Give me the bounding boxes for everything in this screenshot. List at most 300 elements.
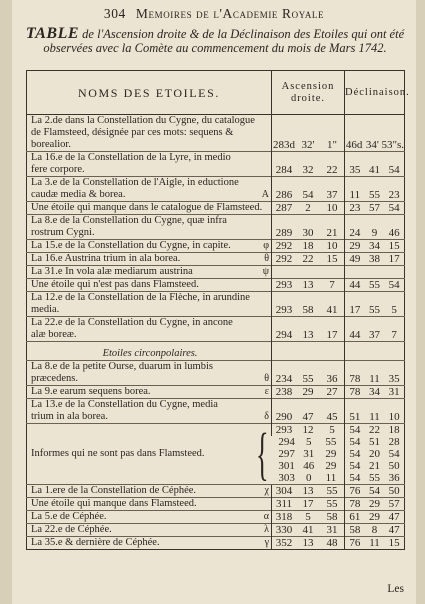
declinaison-value-sec: 54 <box>388 202 400 214</box>
ascension-value-deg: 290 <box>275 411 293 423</box>
star-name-line: La 22.e de la Constellation du Cygne, in ancone <box>31 317 233 328</box>
ascension-value <box>272 304 344 316</box>
star-name-line: La 16.e de la Constellation de la Lyre, in medio <box>31 152 231 163</box>
ascension-value-cell <box>272 177 345 202</box>
declinaison-value-sec: 57 <box>388 498 400 510</box>
star-name-cell <box>27 317 272 342</box>
declinaison-value-cell <box>345 498 405 511</box>
ascension-value <box>272 139 344 151</box>
ascension-value <box>272 202 344 214</box>
ascension-value <box>272 498 344 510</box>
informes-label: Informes qui ne sont pas dans Flamsteed. <box>31 448 205 459</box>
star-name <box>31 115 269 151</box>
ascension-value <box>276 460 343 472</box>
star-name-line: media. <box>31 304 60 315</box>
star-name-line: La 12.e de la Constellation de la Flèche, in arundine <box>31 292 250 303</box>
declinaison-value-cell <box>345 436 405 448</box>
declinaison-value-min: 11 <box>369 537 380 549</box>
ascension-value-deg: 294 <box>278 436 295 448</box>
ascension-value-deg: 293 <box>275 279 293 291</box>
declinaison-value-sec: 7 <box>391 329 397 341</box>
bayer-symbol: φ <box>263 240 269 251</box>
col-header-names: NOMS DES ETOILES. <box>27 71 272 115</box>
declinaison-value-cell <box>345 253 405 266</box>
star-name-line: La 1.ere de la Constellation de Céphée. <box>31 485 197 496</box>
declinaison-value-sec: 50 <box>388 485 400 497</box>
declinaison-value-sec: 15 <box>388 240 400 252</box>
ascension-value-deg: 234 <box>275 373 293 385</box>
ascension-value-cell <box>272 292 345 317</box>
star-name-line: La 3.e de la Constellation de l'Aigle, in eductione <box>31 177 239 188</box>
table-row <box>27 485 405 498</box>
ascension-value-min: 55 <box>302 373 314 385</box>
declinaison-value-cell <box>345 524 405 537</box>
declinaison-value-min: 57 <box>368 202 380 214</box>
star-name <box>31 253 269 265</box>
table-row <box>27 202 405 215</box>
bayer-symbol: ψ <box>262 266 269 277</box>
declinaison-value <box>345 202 404 214</box>
ascension-value-min: 31 <box>303 448 315 460</box>
ascension-value-cell <box>272 115 345 152</box>
declinaison-value-deg: 44 <box>349 279 361 291</box>
ascension-value-min: 18 <box>302 240 314 252</box>
ascension-value-cell <box>272 317 345 342</box>
ascension-value <box>272 424 344 436</box>
declinaison-value-min: 34' <box>365 139 379 151</box>
declinaison-value-cell <box>345 240 405 253</box>
declinaison-value <box>345 424 404 436</box>
ascension-value-sec: 11 <box>325 472 337 484</box>
declinaison-value-min: 41 <box>368 164 380 176</box>
declinaison-value-deg: 23 <box>349 202 361 214</box>
ascension-value-sec: 29 <box>325 448 337 460</box>
ascension-value-cell <box>272 266 345 279</box>
ascension-value-deg: 352 <box>275 537 293 549</box>
ascension-value-deg: 287 <box>275 202 293 214</box>
ascension-value <box>272 189 344 201</box>
declinaison-value-cell <box>345 152 405 177</box>
declinaison-value <box>345 411 404 423</box>
ascension-value-deg: 311 <box>275 498 293 510</box>
ascension-value <box>272 537 344 549</box>
bayer-symbol: θ <box>264 373 269 384</box>
star-name-cell <box>27 177 272 202</box>
star-name <box>31 152 269 176</box>
star-name-cell <box>27 240 272 253</box>
book-page <box>12 0 416 604</box>
declinaison-value <box>345 253 404 265</box>
declinaison-value-deg: 44 <box>349 329 361 341</box>
ascension-value-sec: 58 <box>326 511 338 523</box>
star-name-cell <box>27 152 272 177</box>
bayer-symbol: θ <box>264 253 269 264</box>
running-title: Memoires de l'Academie Royale <box>135 6 325 21</box>
declinaison-value <box>345 227 404 239</box>
declinaison-value-cell <box>345 177 405 202</box>
star-name-line: La 16.e Austrina trium in ala borea. <box>31 253 181 264</box>
ascension-value-deg: 301 <box>278 460 295 472</box>
star-name-cell <box>27 202 272 215</box>
ascension-value-min: 32' <box>301 139 315 151</box>
declinaison-value-cell <box>345 424 405 437</box>
declinaison-value-deg: 11 <box>349 189 361 201</box>
catchword: Les <box>387 583 404 595</box>
ascension-value-sec: 37 <box>326 189 338 201</box>
declinaison-value-deg: 35 <box>349 164 361 176</box>
bayer-symbol: χ <box>264 485 269 496</box>
ascension-value <box>272 253 344 265</box>
bayer-symbol: δ <box>264 411 269 422</box>
declinaison-value-min: 34 <box>368 240 380 252</box>
declinaison-value-sec: 54 <box>388 448 400 460</box>
ascension-value-min: 5 <box>305 436 312 448</box>
declinaison-value <box>345 472 404 484</box>
declinaison-value-sec: 46 <box>388 227 400 239</box>
ascension-value-min: 5 <box>305 511 311 523</box>
declinaison-value-cell <box>345 202 405 215</box>
declinaison-value-deg: 78 <box>349 498 361 510</box>
declinaison-value-sec: 31 <box>388 386 400 398</box>
brace-glyph: { <box>256 421 269 486</box>
declinaison-value-deg: 54 <box>349 472 361 484</box>
ascension-value-deg: 330 <box>275 524 293 536</box>
ascension-value-min: 13 <box>302 279 314 291</box>
star-table <box>26 70 410 550</box>
ascension-value-cell <box>272 240 345 253</box>
star-name-cell <box>27 292 272 317</box>
ascension-value-cell <box>272 460 345 472</box>
ascension-value-deg: 289 <box>275 227 293 239</box>
ascension-value-cell <box>272 215 345 240</box>
declinaison-value-deg: 76 <box>349 537 361 549</box>
declinaison-value-sec: 18 <box>388 424 400 436</box>
declinaison-value-min: 55 <box>368 472 380 484</box>
table-row <box>27 524 405 537</box>
section-title: Etoiles circonpolaires. <box>27 342 272 361</box>
declinaison-value-deg: 51 <box>349 411 361 423</box>
ascension-value-cell <box>272 485 345 498</box>
star-name <box>31 177 269 201</box>
star-name-line: borealior. <box>31 139 71 150</box>
declinaison-value <box>345 279 404 291</box>
declinaison-value-cell <box>345 215 405 240</box>
star-name <box>31 215 269 239</box>
informes-row <box>27 424 405 437</box>
ascension-value-min: 47 <box>302 411 314 423</box>
declinaison-value-min: 29 <box>368 498 380 510</box>
declinaison-value-min: 29 <box>368 511 380 523</box>
star-name-line: La 2.de dans la Constellation du Cygne, du catalogue <box>31 115 255 126</box>
star-name <box>31 386 269 398</box>
ascension-value <box>272 164 344 176</box>
declinaison-value <box>345 240 404 252</box>
declinaison-value-min: 22 <box>368 424 380 436</box>
ascension-value-deg: 284 <box>275 164 293 176</box>
ascension-value <box>276 448 343 460</box>
declinaison-value-min: 11 <box>369 373 380 385</box>
table-row <box>27 253 405 266</box>
declinaison-value-cell <box>345 448 405 460</box>
ascension-value-cell <box>272 537 345 550</box>
ascension-value-cell <box>272 361 345 386</box>
declinaison-value-cell <box>345 485 405 498</box>
declinaison-value-sec: 35 <box>388 373 400 385</box>
declinaison-value-cell <box>345 279 405 292</box>
declinaison-value <box>345 189 404 201</box>
declinaison-value-min: 11 <box>369 411 380 423</box>
declinaison-value-deg: 46d <box>345 139 363 151</box>
ascension-value-deg: 293 <box>275 304 293 316</box>
ascension-value-min: 41 <box>302 524 314 536</box>
declinaison-value-min: 55 <box>368 189 380 201</box>
bayer-symbol: γ <box>264 537 269 548</box>
col-header-declinaison: Déclinaison. <box>345 71 405 115</box>
declinaison-value-cell <box>345 386 405 399</box>
ascension-value-deg: 293 <box>275 424 293 436</box>
ascension-value-cell <box>272 399 345 424</box>
col-header-ascension-1: Ascension <box>281 80 335 92</box>
ascension-value-deg: 238 <box>275 386 293 398</box>
ascension-value-deg: 304 <box>275 485 293 497</box>
declinaison-value-min: 55 <box>368 279 380 291</box>
ascension-value <box>272 485 344 497</box>
star-name-line: La 5.e de Céphée. <box>31 511 107 522</box>
ascension-value-cell <box>272 253 345 266</box>
declinaison-value <box>345 373 404 385</box>
informes-label-cell <box>27 421 272 486</box>
declinaison-value-sec: 54 <box>388 164 400 176</box>
declinaison-value-deg: 54 <box>349 448 361 460</box>
table-row <box>27 386 405 399</box>
declinaison-value-deg: 54 <box>349 424 361 436</box>
ascension-value-deg: 283d <box>273 139 295 151</box>
ascension-value-min: 17 <box>302 498 314 510</box>
declinaison-value-sec: 15 <box>388 537 400 549</box>
declinaison-value-deg: 49 <box>349 253 361 265</box>
star-name-line: caudæ media & borea. <box>31 189 126 200</box>
star-name-line: La 22.e de Céphée. <box>31 524 112 535</box>
declinaison-value <box>345 436 404 448</box>
star-name-line: La 31.e In vola alæ mediarum austrina <box>31 266 193 277</box>
declinaison-value-deg: 58 <box>349 524 361 536</box>
star-name-line: Une étoile qui manque dans le catalogue de Flamsteed. <box>31 202 263 213</box>
declinaison-value <box>345 164 404 176</box>
ascension-value-sec: 31 <box>326 524 338 536</box>
star-name <box>31 485 269 497</box>
table-row <box>27 498 405 511</box>
ascension-value-sec: 55 <box>325 436 337 448</box>
declinaison-value-deg: 24 <box>349 227 361 239</box>
star-name-cell <box>27 399 272 424</box>
star-name <box>31 279 269 291</box>
star-name-line: La 13.e de la Constellation du Cygne, media <box>31 399 218 410</box>
declinaison-value-cell <box>345 115 405 152</box>
title-line-1: de l'Ascension droite & de la Déclinaison des Etoiles qui ont été <box>82 27 405 41</box>
ascension-value-min: 54 <box>302 189 314 201</box>
ascension-value-cell <box>272 448 345 460</box>
table-row <box>27 240 405 253</box>
ascension-value <box>272 511 344 523</box>
ascension-value-deg: 303 <box>278 472 295 484</box>
ascension-value-min: 13 <box>302 329 314 341</box>
star-name-cell <box>27 485 272 498</box>
ascension-value-cell <box>272 386 345 399</box>
declinaison-value-cell <box>345 266 405 279</box>
ascension-value <box>272 386 344 398</box>
ascension-value-deg: 294 <box>275 329 293 341</box>
declinaison-value-sec: 47 <box>388 524 400 536</box>
declinaison-value-sec: 47 <box>388 511 400 523</box>
star-name-cell <box>27 537 272 550</box>
ascension-value-sec: 45 <box>326 411 338 423</box>
ascension-value-sec: 1" <box>327 139 337 151</box>
ascension-value-deg: 318 <box>275 511 293 523</box>
declinaison-value-deg: 61 <box>349 511 361 523</box>
ascension-value-min: 2 <box>305 202 311 214</box>
declinaison-value-cell <box>345 472 405 485</box>
star-name-cell <box>27 253 272 266</box>
ascension-value-deg: 292 <box>275 240 293 252</box>
table-row <box>27 317 405 342</box>
table-row <box>27 177 405 202</box>
star-name-line: La 8.e de la petite Ourse, duarum in lumbis <box>31 361 213 372</box>
declinaison-value-deg: 29 <box>349 240 361 252</box>
ascension-value-min: 0 <box>305 472 312 484</box>
ascension-value-sec: 22 <box>326 164 338 176</box>
ascension-value-min: 13 <box>302 485 314 497</box>
declinaison-value-deg: 54 <box>349 436 361 448</box>
ascension-value-sec: 36 <box>326 373 338 385</box>
table-row <box>27 152 405 177</box>
declinaison-value-sec: 53"s. <box>381 139 404 151</box>
ascension-value-cell <box>272 498 345 511</box>
ascension-value-min: 13 <box>302 537 314 549</box>
declinaison-value-min: 8 <box>371 524 378 536</box>
section-row <box>27 342 405 361</box>
declinaison-value <box>345 485 404 497</box>
ascension-value-sec: 17 <box>326 329 338 341</box>
table-row <box>27 279 405 292</box>
ascension-value-min: 32 <box>302 164 314 176</box>
ascension-value <box>272 411 344 423</box>
star-name-cell <box>27 115 272 152</box>
ascension-value-min: 22 <box>302 253 314 265</box>
declinaison-value-sec: 50 <box>388 460 400 472</box>
star-name-cell <box>27 511 272 524</box>
star-name-cell <box>27 524 272 537</box>
star-name-line: Une étoile qui n'est pas dans Flamsteed. <box>31 279 199 290</box>
ascension-value-sec: 5 <box>329 424 335 436</box>
ascension-value-cell <box>272 472 345 485</box>
declinaison-value <box>345 524 404 536</box>
ascension-value-deg: 297 <box>278 448 295 460</box>
declinaison-value <box>345 498 404 510</box>
title-lead: TABLE <box>25 25 80 42</box>
ascension-value-sec: 27 <box>326 386 338 398</box>
table-row <box>27 511 405 524</box>
star-name <box>31 317 269 341</box>
ascension-value-min: 58 <box>302 304 314 316</box>
declinaison-value-min: 34 <box>368 386 380 398</box>
ascension-value <box>272 373 344 385</box>
declinaison-value <box>345 329 404 341</box>
ascension-value-min: 30 <box>302 227 314 239</box>
bayer-symbol: A <box>261 189 269 200</box>
ascension-value-sec: 41 <box>326 304 338 316</box>
ascension-value-min: 12 <box>302 424 314 436</box>
declinaison-value <box>345 386 404 398</box>
star-name <box>31 240 269 252</box>
declinaison-value <box>345 511 404 523</box>
ascension-value <box>272 329 344 341</box>
ascension-value-sec: 21 <box>326 227 338 239</box>
star-name <box>31 202 269 214</box>
star-name-cell <box>27 215 272 240</box>
star-name-line: La 15.e de la Constellation du Cygne, in capite. <box>31 240 231 251</box>
declinaison-value <box>345 537 404 549</box>
declinaison-value-deg: 17 <box>349 304 361 316</box>
star-name <box>31 399 269 423</box>
declinaison-value-min: 55 <box>368 304 380 316</box>
declinaison-value-deg: 76 <box>349 485 361 497</box>
ascension-value-cell <box>272 202 345 215</box>
ascension-value <box>276 436 343 448</box>
table-title <box>22 27 408 55</box>
star-name-line: Une étoile qui manque dans Flamsteed. <box>31 498 197 509</box>
declinaison-value-min: 20 <box>368 448 380 460</box>
col-header-ascension <box>272 71 345 115</box>
declinaison-value-min: 54 <box>368 485 380 497</box>
star-name <box>31 292 269 316</box>
ascension-value <box>272 279 344 291</box>
star-name-line: præcedens. <box>31 373 78 384</box>
table-row <box>27 115 405 152</box>
table-row <box>27 292 405 317</box>
ascension-value-sec: 10 <box>326 202 338 214</box>
ascension-value <box>276 472 343 484</box>
star-name <box>31 361 269 385</box>
star-name-line: de Flamsteed, désignée par ces mots: sequens & <box>31 127 234 138</box>
page-number: 304 <box>103 6 126 21</box>
table-row <box>27 537 405 550</box>
ascension-value <box>272 524 344 536</box>
star-name-cell <box>27 386 272 399</box>
ascension-value-cell <box>272 279 345 292</box>
declinaison-value-cell <box>345 537 405 550</box>
bayer-symbol: λ <box>264 524 269 535</box>
declinaison-value-sec: 17 <box>388 253 400 265</box>
star-name-line: La 9.e earum sequens borea. <box>31 386 151 397</box>
ascension-value-sec: 55 <box>326 485 338 497</box>
ascension-value-deg: 292 <box>275 253 293 265</box>
declinaison-value-deg: 78 <box>349 386 361 398</box>
ascension-value-cell <box>272 436 345 448</box>
declinaison-value-sec: 10 <box>388 411 400 423</box>
declinaison-value-min: 37 <box>368 329 380 341</box>
ascension-value-deg: 286 <box>275 189 293 201</box>
table-row <box>27 361 405 386</box>
col-header-ascension-2: droite. <box>290 92 326 104</box>
ascension-value-min: 46 <box>303 460 315 472</box>
star-name-line: La 35.e & dernière de Céphée. <box>31 537 160 548</box>
declinaison-value-sec: 5 <box>391 304 397 316</box>
declinaison-value-sec: 28 <box>388 436 400 448</box>
ascension-value-sec: 10 <box>326 240 338 252</box>
ascension-value-sec: 7 <box>329 279 335 291</box>
star-name <box>31 537 269 549</box>
ascension-value <box>272 227 344 239</box>
